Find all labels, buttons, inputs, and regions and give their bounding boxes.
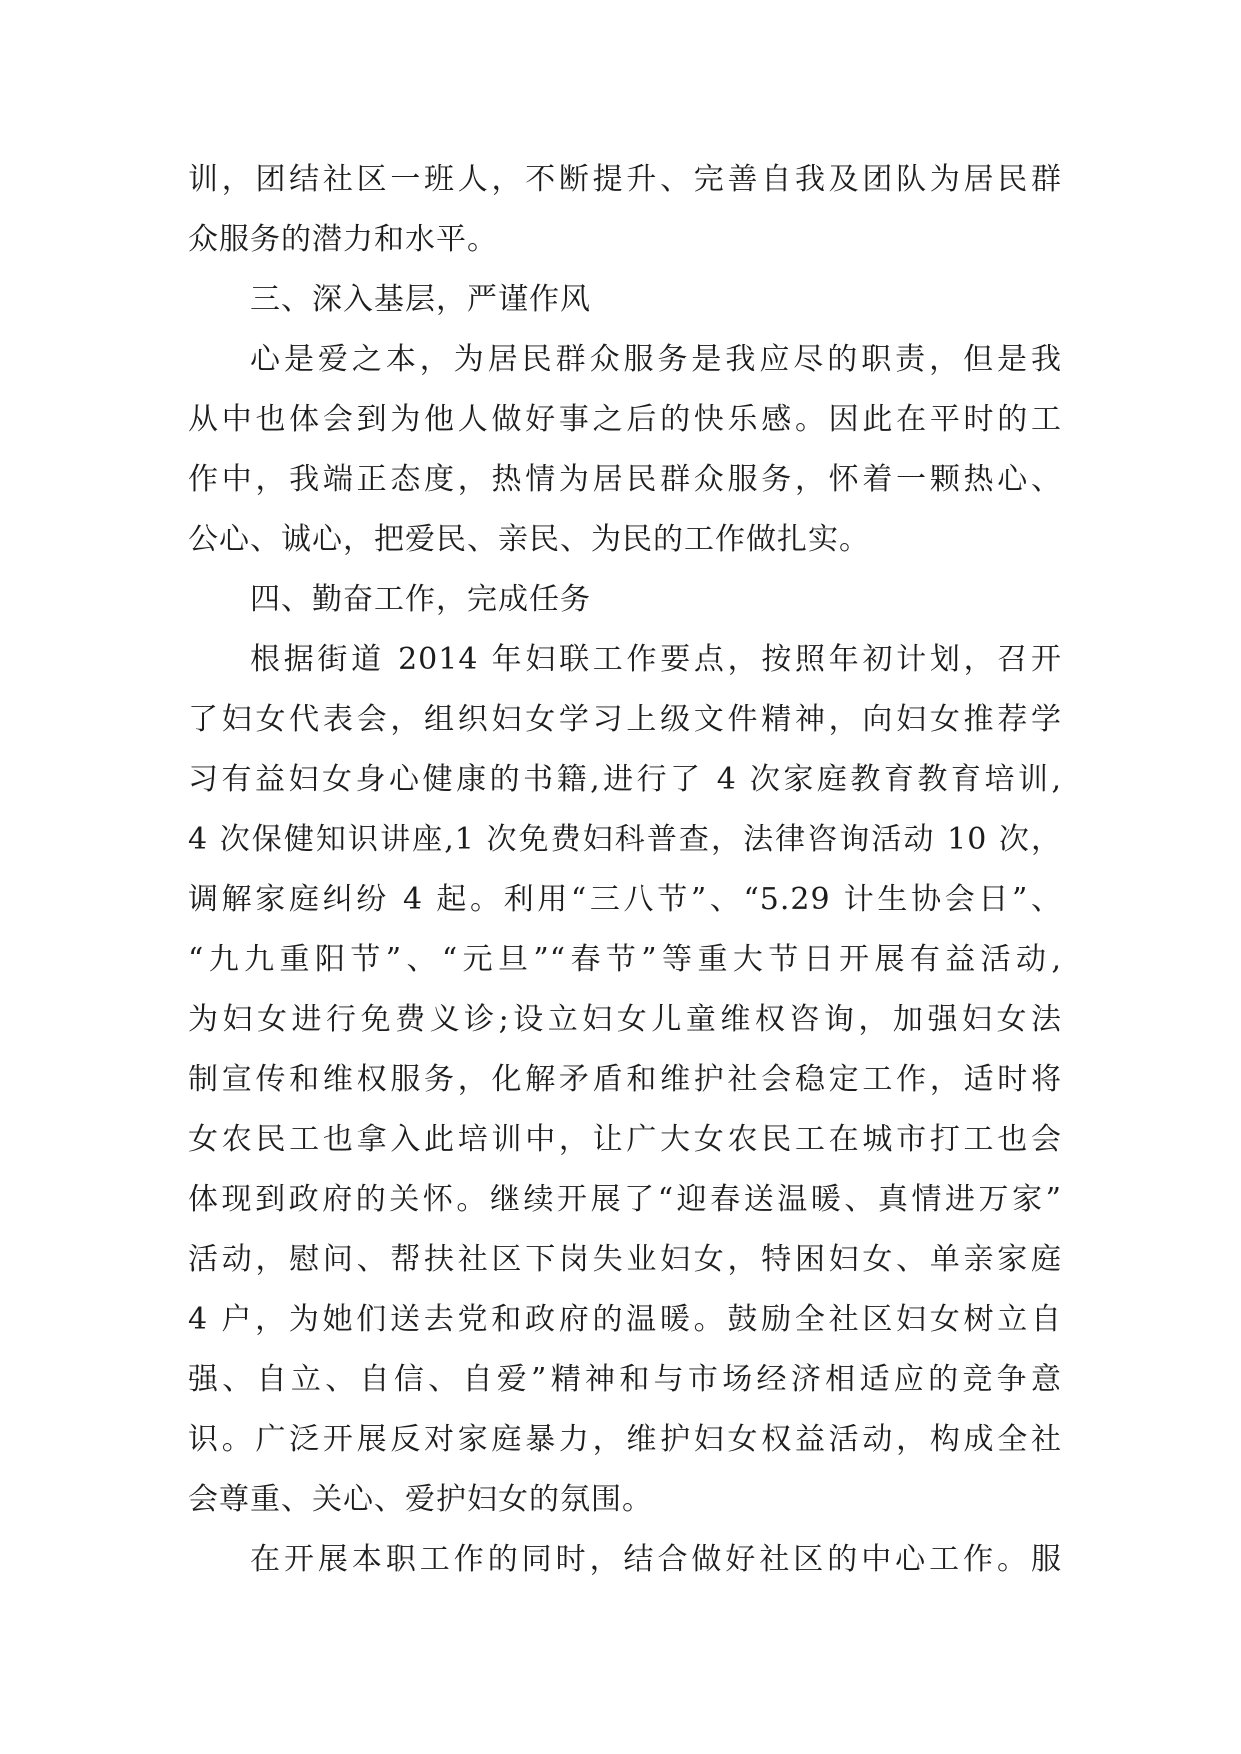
body-text-line: 体现到政府的关怀。继续开展了“迎春送温暖、真情进万家” — [188, 1182, 1062, 1217]
body-text-line: 心是爱之本，为居民群众服务是我应尽的职责，但是我 — [250, 342, 1062, 377]
body-text-line: 在开展本职工作的同时，结合做好社区的中心工作。服 — [250, 1542, 1062, 1577]
body-text-line: 女农民工也拿入此培训中，让广大女农民工在城市打工也会 — [188, 1122, 1062, 1157]
section-heading: 四、勤奋工作，完成任务 — [250, 582, 591, 617]
body-text-line: 4 户，为她们送去党和政府的温暖。鼓励全社区妇女树立自 — [188, 1302, 1062, 1337]
body-text-line: 众服务的潜力和水平。 — [188, 222, 498, 257]
body-text-line: 训，团结社区一班人，不断提升、完善自我及团队为居民群 — [188, 162, 1062, 197]
body-text-line: 了妇女代表会，组织妇女学习上级文件精神，向妇女推荐学 — [188, 702, 1062, 737]
body-text-line: 制宣传和维权服务，化解矛盾和维护社会稳定工作，适时将 — [188, 1062, 1062, 1097]
section-heading: 三、深入基层，严谨作风 — [250, 282, 591, 317]
body-text-line: 为妇女进行免费义诊;设立妇女儿童维权咨询，加强妇女法 — [188, 1002, 1062, 1037]
body-text-line: 活动，慰问、帮扶社区下岗失业妇女，特困妇女、单亲家庭 — [188, 1242, 1062, 1277]
body-text-line: 调解家庭纠纷 4 起。利用“三八节”、“5.29 计生协会日”、 — [188, 882, 1062, 917]
body-text-line: 从中也体会到为他人做好事之后的快乐感。因此在平时的工 — [188, 402, 1062, 437]
body-text-line: 公心、诚心，把爱民、亲民、为民的工作做扎实。 — [188, 522, 870, 557]
body-text-line: 强、自立、自信、自爱”精神和与市场经济相适应的竞争意 — [188, 1362, 1062, 1397]
body-text-line: 会尊重、关心、爱护妇女的氛围。 — [188, 1482, 653, 1517]
body-text-line: 作中，我端正态度，热情为居民群众服务，怀着一颗热心、 — [188, 462, 1062, 497]
body-text-line: 4 次保健知识讲座,1 次免费妇科普查，法律咨询活动 10 次， — [188, 822, 1062, 857]
body-text-line: “九九重阳节”、“元旦”“春节”等重大节日开展有益活动, — [188, 942, 1062, 977]
body-text-line: 根据街道 2014 年妇联工作要点，按照年初计划，召开 — [250, 642, 1062, 677]
body-text-line: 识。广泛开展反对家庭暴力，维护妇女权益活动，构成全社 — [188, 1422, 1062, 1457]
body-text-line: 习有益妇女身心健康的书籍,进行了 4 次家庭教育教育培训, — [188, 762, 1062, 797]
document-page — [188, 150, 1062, 1590]
